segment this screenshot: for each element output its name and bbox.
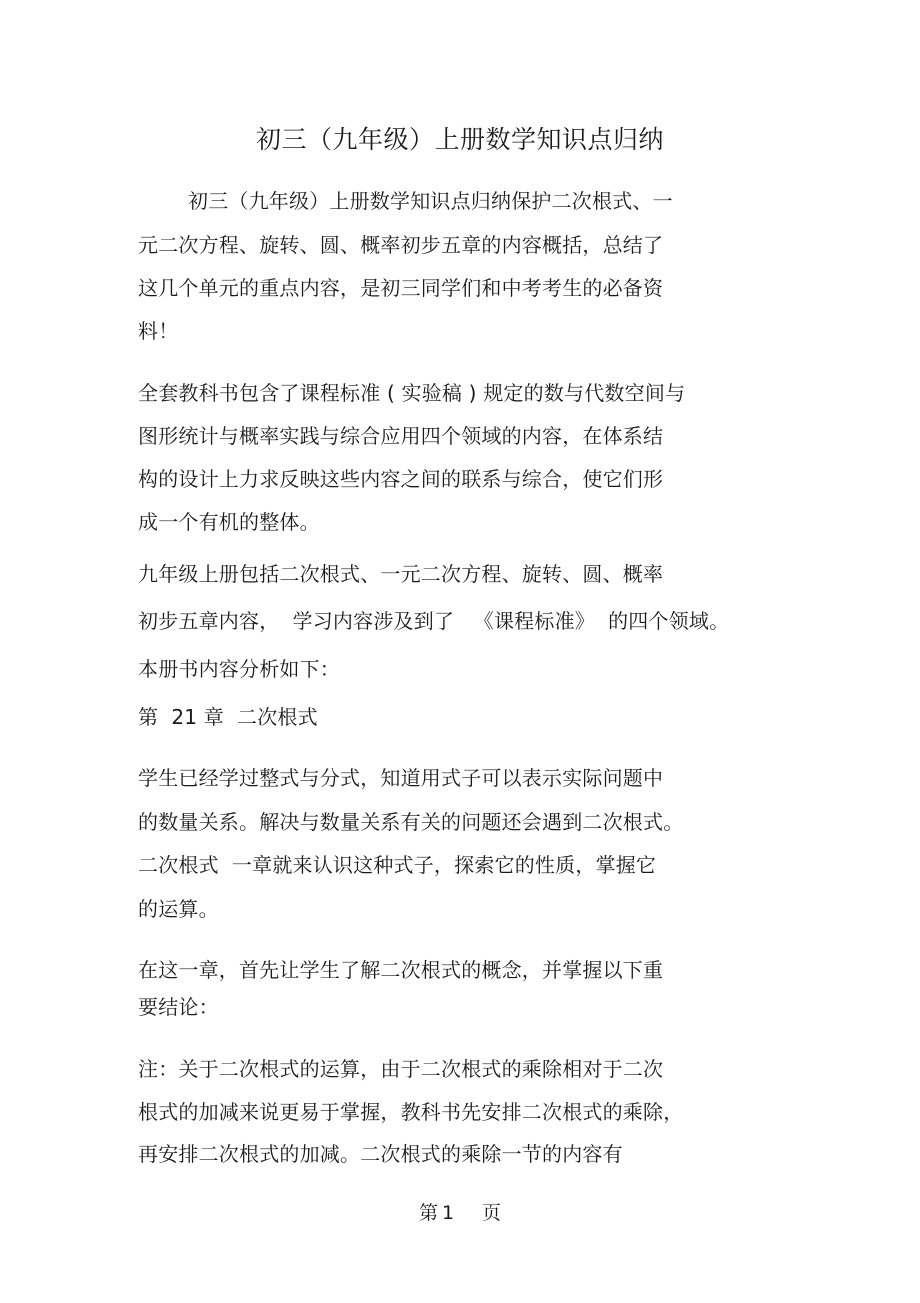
intro-line-4: 料！ [138, 319, 179, 343]
para3-line-1: 学生已经学过整式与分式，知道用式子可以表示实际问题中 [138, 766, 664, 790]
intro-line-3: 这几个单元的重点内容，是初三同学们和中考考生的必备资 [138, 276, 664, 300]
chapter-heading: 第 21 章 二次根式 [138, 705, 318, 729]
para1-line-3: 构的设计上力求反映这些内容之间的联系与综合，使它们形 [138, 467, 664, 491]
para5-line-3: 再安排二次根式的加减。二次根式的乘除一节的内容有 [138, 1142, 623, 1166]
page-number: 1 [441, 1202, 455, 1224]
para1-line-4: 成一个有机的整体。 [138, 510, 320, 534]
para3-line-4: 的运算。 [138, 897, 219, 921]
intro-line-1: 初三（九年级）上册数学知识点归纳保护二次根式、一 [188, 189, 673, 213]
intro-line-2: 元二次方程、旋转、圆、概率初步五章的内容概括，总结了 [138, 233, 664, 257]
para4-line-2: 要结论： [138, 995, 219, 1019]
para2-line-1: 九年级上册包括二次根式、一元二次方程、旋转、圆、概率 [138, 562, 664, 586]
footer-prefix: 第 [418, 1202, 438, 1224]
para2-line-3: 本册书内容分析如下： [138, 657, 340, 681]
para1-line-1: 全套教科书包含了课程标准 ( 实验稿 ) 规定的数与代数空间与 [138, 381, 686, 405]
footer-suffix: 页 [482, 1202, 502, 1224]
para1-line-2: 图形统计与概率实践与综合应用四个领域的内容，在体系结 [138, 424, 664, 448]
para3-line-3: 二次根式 一章就来认识这种式子，探索它的性质，掌握它 [138, 853, 657, 877]
para5-line-1: 注：关于二次根式的运算，由于二次根式的乘除相对于二次 [138, 1057, 664, 1081]
para3-line-2: 的数量关系。解决与数量关系有关的问题还会遇到二次根式。 [138, 810, 684, 834]
page-title: 初三（九年级）上册数学知识点归纳 [255, 125, 664, 154]
page-footer [0, 1201, 920, 1225]
para2-line-2: 初步五章内容， 学习内容涉及到了 《课程标准》 的四个领域。 [138, 609, 730, 633]
para5-line-2: 根式的加减来说更易于掌握，教科书先安排二次根式的乘除， [138, 1100, 684, 1124]
para4-line-1: 在这一章，首先让学生了解二次根式的概念，并掌握以下重 [138, 958, 664, 982]
